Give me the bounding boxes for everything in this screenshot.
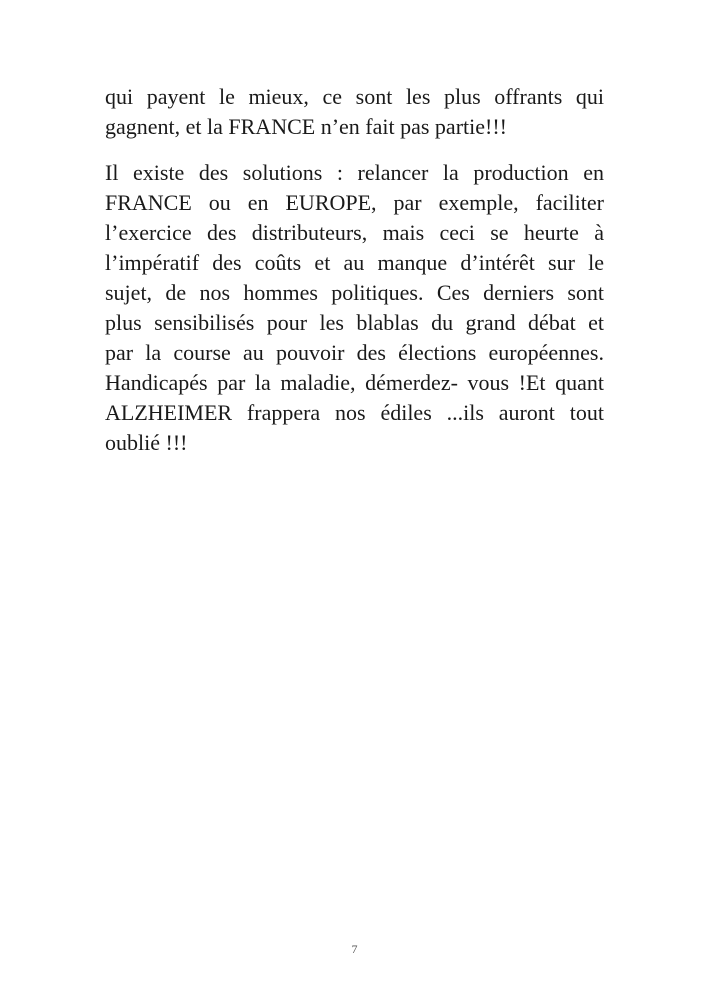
text-line: gagnent, et la FRANCE n’en fait pas partie!!! xyxy=(105,114,507,139)
text-line: ALZHEIMER frappera nos édiles ...ils auront tout xyxy=(105,400,604,425)
text-line: par la course au pouvoir des élections européennes. xyxy=(105,340,604,365)
text-line: Handicapés par la maladie, démerdez- vous !Et quant xyxy=(105,370,604,395)
text-line: sujet, de nos hommes politiques. Ces derniers sont xyxy=(105,280,604,305)
text-line: FRANCE ou en EUROPE, par exemple, faciliter xyxy=(105,190,604,215)
text-line: oublié !!! xyxy=(105,430,188,455)
paragraph-1 xyxy=(105,82,604,142)
paragraph-2 xyxy=(105,158,604,458)
text-line: l’exercice des distributeurs, mais ceci se heurte à xyxy=(105,220,604,245)
text-line: qui payent le mieux, ce sont les plus offrants qui xyxy=(105,84,604,109)
page-number: 7 xyxy=(351,942,358,956)
text-line: Il existe des solutions : relancer la production en xyxy=(105,160,604,185)
text-line: l’impératif des coûts et au manque d’intérêt sur le xyxy=(105,250,604,275)
text-line: plus sensibilisés pour les blablas du grand débat et xyxy=(105,310,604,335)
